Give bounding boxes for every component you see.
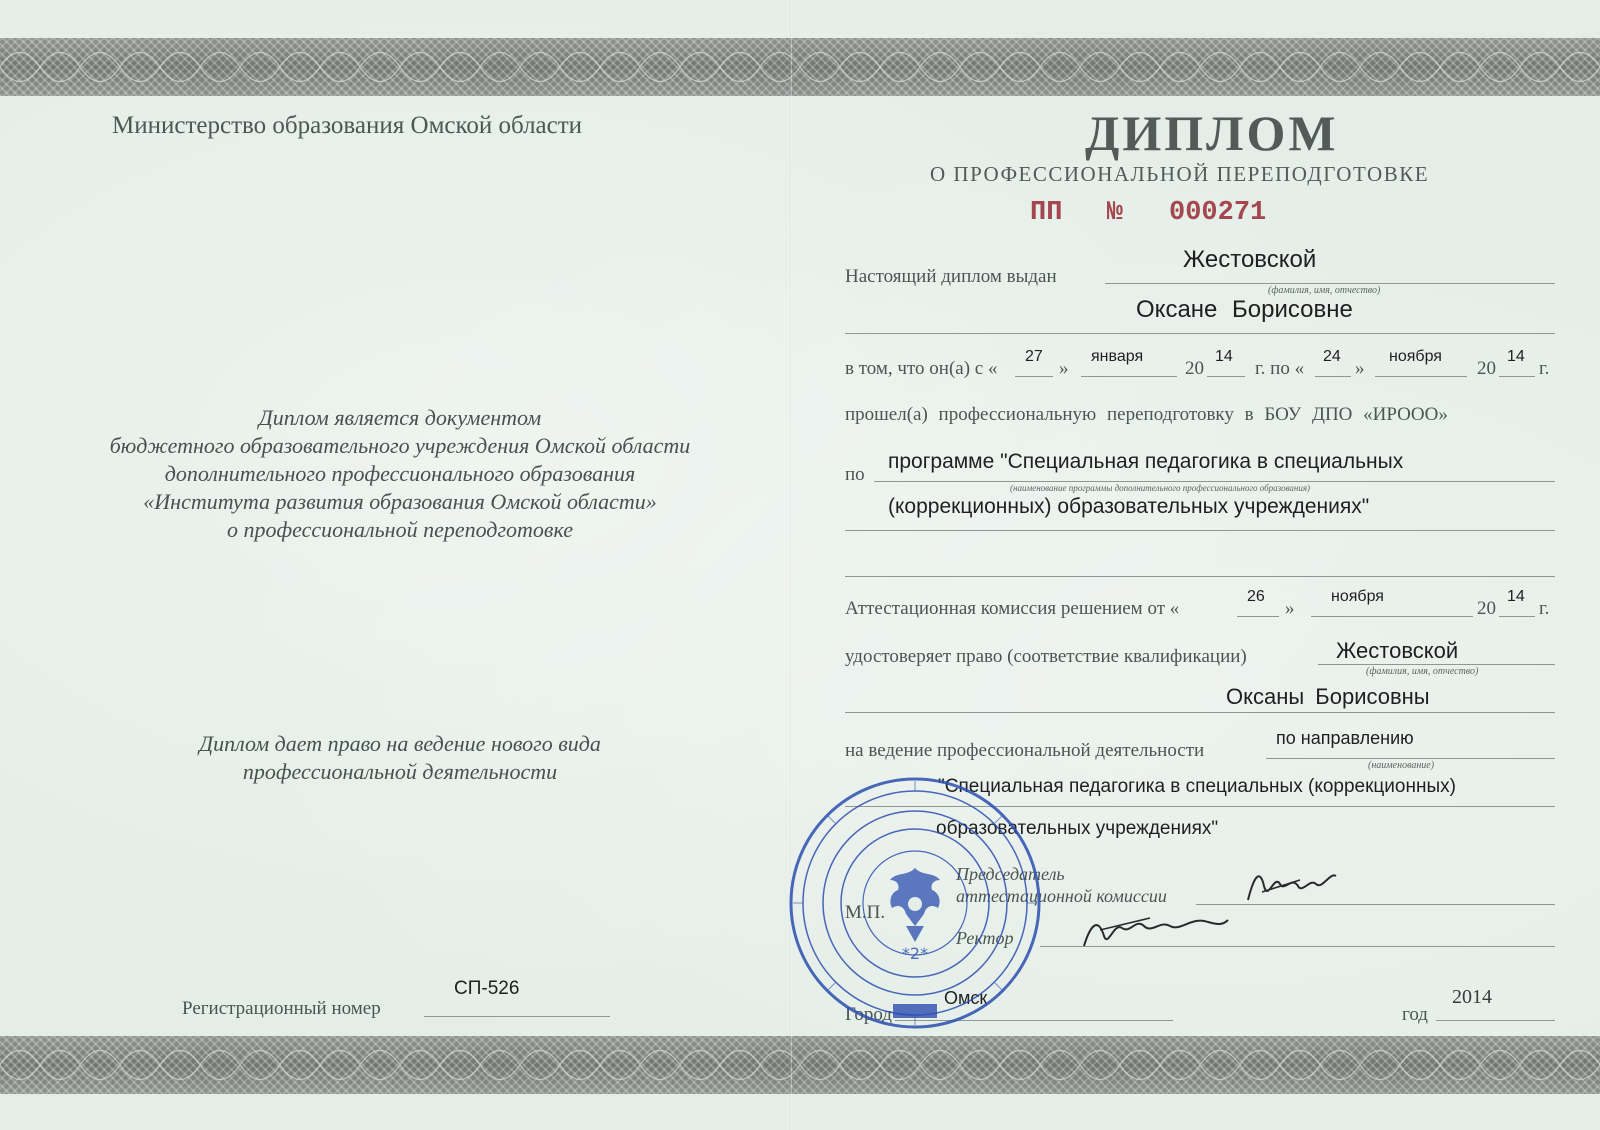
year-line xyxy=(1436,1020,1555,1021)
fio-hint: (фамилия, имя, отчество) xyxy=(1268,285,1381,296)
quote-close: » xyxy=(1285,598,1295,619)
start-year-suffix: 14 xyxy=(1215,348,1233,365)
end-month-line xyxy=(1375,376,1467,377)
svg-text:*2*: *2* xyxy=(901,944,929,963)
commission-month: ноября xyxy=(1331,588,1384,605)
city-label: Город xyxy=(845,1004,892,1025)
period-mid: г. по « xyxy=(1255,358,1305,379)
reg-number-line xyxy=(424,1016,610,1017)
chairman-label-1: Председатель xyxy=(956,864,1065,884)
bottom-ornament-band xyxy=(0,1036,1600,1094)
rector-label: Ректор xyxy=(956,928,1014,948)
diploma-number: 000271 xyxy=(1169,198,1267,228)
statement-line: о профессиональной переподготовке xyxy=(227,517,573,542)
commission-year-line xyxy=(1499,616,1535,617)
program-line-3 xyxy=(845,576,1555,577)
certifies-hint: (фамилия, имя, отчество) xyxy=(1366,666,1479,677)
end-year-prefix: 20 xyxy=(1477,358,1496,379)
name-line xyxy=(845,333,1555,334)
certifies-name: Оксаны Борисовны xyxy=(1226,684,1430,709)
issued-label: Настоящий диплом выдан xyxy=(845,266,1057,287)
statement-line: «Института развития образования Омской области» xyxy=(143,489,657,514)
start-year-line xyxy=(1207,376,1245,377)
certifies-line-2 xyxy=(845,712,1555,713)
rights-block xyxy=(60,730,740,786)
start-day-line xyxy=(1015,376,1053,377)
statement-line: Диплом является документом xyxy=(258,405,542,430)
commission-month-line xyxy=(1311,616,1473,617)
series-code: ПП xyxy=(1030,198,1063,228)
activity-hint: (наименование) xyxy=(1368,760,1435,771)
start-year-prefix: 20 xyxy=(1185,358,1204,379)
official-seal xyxy=(788,776,1042,1030)
start-day: 27 xyxy=(1025,348,1043,365)
end-day-line xyxy=(1315,376,1351,377)
statement-line: бюджетного образовательного учреждения Омской области xyxy=(109,433,691,458)
end-day: 24 xyxy=(1323,348,1341,365)
city-value: Омск xyxy=(944,988,988,1008)
direction-line-1-text: "Специальная педагогика в специальных (коррекционных) xyxy=(938,776,1456,797)
rights-line: Диплом дает право на ведение нового вида xyxy=(199,731,601,756)
commission-year-suffix: 14 xyxy=(1507,588,1525,605)
program-line-1-text: программе "Специальная педагогика в специальных xyxy=(888,450,1404,473)
start-month-line xyxy=(1081,376,1177,377)
chairman-signature xyxy=(1240,862,1340,912)
ministry-heading: Министерство образования Омской области xyxy=(112,112,583,139)
series-number xyxy=(1030,198,1266,228)
chairman-label-2: аттестационной комиссии xyxy=(956,886,1167,906)
year-mark: г. xyxy=(1539,598,1550,619)
commission-prefix: Аттестационная комиссия решением от « xyxy=(845,598,1180,619)
commission-date xyxy=(845,588,1557,628)
quote-close: » xyxy=(1059,358,1069,379)
reg-number-label: Регистрационный номер xyxy=(182,998,381,1019)
rector-signature xyxy=(1080,906,1230,956)
eagle-emblem xyxy=(890,868,940,942)
activity-value: по направлению xyxy=(1276,728,1414,748)
certifies-label: удостоверяет право (соответствие квалификации) xyxy=(845,646,1247,667)
end-month: ноября xyxy=(1389,348,1442,365)
year-mark: г. xyxy=(1539,358,1550,379)
recipient-surname: Жестовской xyxy=(1183,246,1317,273)
mp-label: М.П. xyxy=(845,902,886,923)
diploma-subtitle: О ПРОФЕССИОНАЛЬНОЙ ПЕРЕПОДГОТОВКЕ xyxy=(930,162,1430,186)
program-prefix: по xyxy=(845,464,865,485)
commission-year-prefix: 20 xyxy=(1477,598,1496,619)
activity-line xyxy=(1266,758,1555,759)
year-value: 2014 xyxy=(1452,986,1492,1008)
passed-text: прошел(а) профессиональную переподготовку в БОУ ДПО «ИРООО» xyxy=(845,404,1448,425)
commission-day: 26 xyxy=(1247,588,1265,605)
program-hint: (наименование программы дополнительного профессионального образования) xyxy=(1010,483,1311,493)
diploma-title: ДИПЛОМ xyxy=(1085,105,1339,161)
number-sign: № xyxy=(1106,198,1123,228)
reg-number-value: СП-526 xyxy=(454,978,520,999)
certifies-line-1 xyxy=(1318,664,1555,665)
statement-line: дополнительного профессионального образования xyxy=(164,461,636,486)
end-year-line xyxy=(1499,376,1535,377)
commission-day-line xyxy=(1237,616,1279,617)
program-line-2 xyxy=(845,530,1555,531)
program-line-1 xyxy=(874,481,1555,482)
year-label: год xyxy=(1402,1004,1428,1025)
quote-close: » xyxy=(1355,358,1365,379)
rights-line: профессиональной деятельности xyxy=(242,759,558,784)
start-month: января xyxy=(1091,348,1144,365)
end-year-suffix: 14 xyxy=(1507,348,1525,365)
study-period xyxy=(845,348,1557,388)
program-line-2-text: (коррекционных) образовательных учреждениях" xyxy=(888,495,1370,518)
recipient-name: Оксане Борисовне xyxy=(1136,296,1353,323)
top-ornament-band xyxy=(0,38,1600,96)
direction-line-2-text: образовательных учреждениях" xyxy=(936,818,1219,839)
activity-label: на ведение профессиональной деятельности xyxy=(845,740,1205,761)
certifies-surname: Жестовской xyxy=(1336,638,1459,663)
period-prefix: в том, что он(а) с « xyxy=(845,358,998,379)
surname-line xyxy=(1105,283,1555,284)
statement-block xyxy=(60,404,740,544)
